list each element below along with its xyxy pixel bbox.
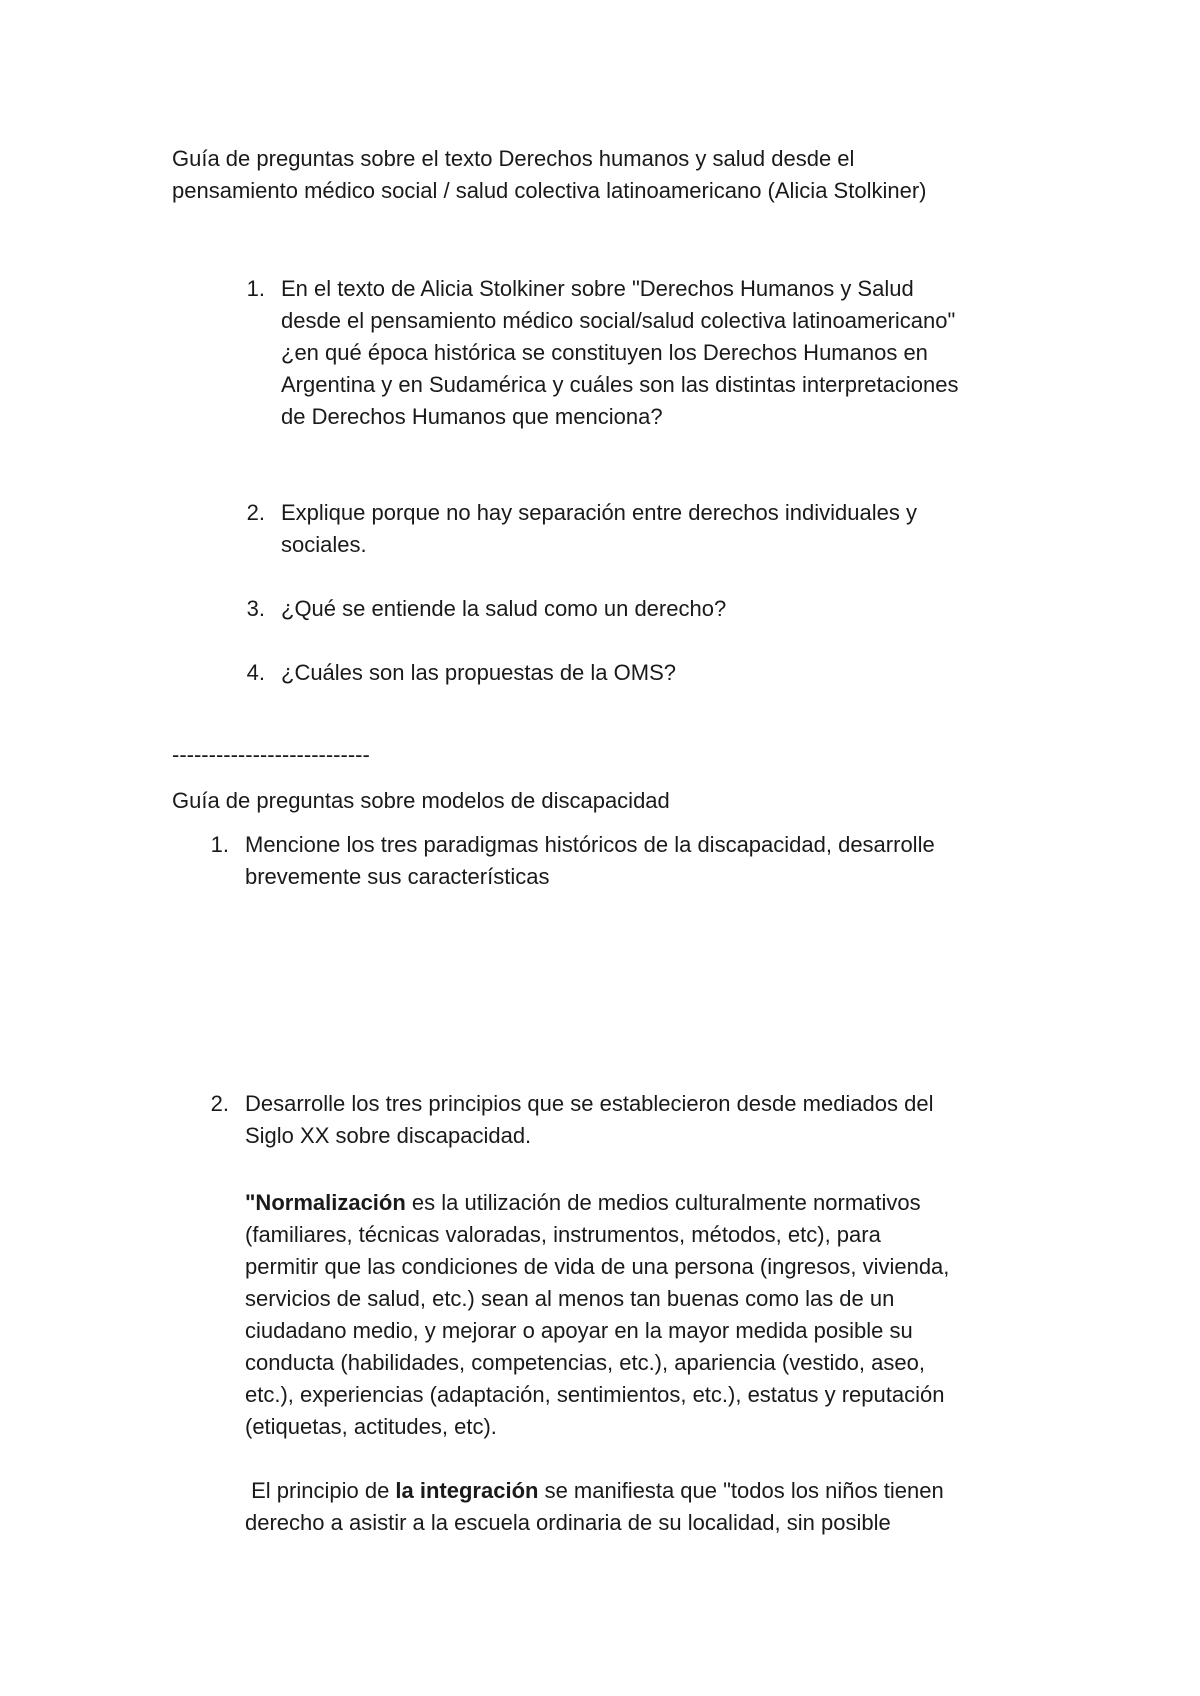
- question-line: ¿en qué época histórica se constituyen los Derechos Humanos en: [281, 340, 928, 365]
- question-number: 1.: [210, 832, 229, 857]
- integracion-term: la integración: [395, 1478, 539, 1503]
- paragraph-line: (etiquetas, actitudes, etc).: [245, 1414, 497, 1439]
- paragraph-line: permitir que las condiciones de vida de una persona (ingresos, vivienda,: [245, 1254, 950, 1279]
- section-separator: ---------------------------: [172, 742, 370, 767]
- section2-title: Guía de preguntas sobre modelos de discapacidad: [172, 788, 670, 813]
- paragraph-line: es la utilización de medios culturalmente normativos: [405, 1190, 921, 1215]
- normalizacion-term: "Normalización: [245, 1190, 406, 1215]
- question-line: ¿Qué se entiende la salud como un derecho?: [281, 596, 727, 621]
- question-text: [281, 497, 1081, 561]
- section1-title-line1: Guía de preguntas sobre el texto Derechos humanos y salud desde el: [172, 146, 855, 171]
- normalizacion-paragraph: [245, 1187, 1065, 1443]
- paragraph-line: (familiares, técnicas valoradas, instrumentos, métodos, etc), para: [245, 1222, 881, 1247]
- question-line: Siglo XX sobre discapacidad.: [245, 1123, 532, 1148]
- paragraph-line: se manifiesta que "todos los niños tienen: [538, 1478, 944, 1503]
- question-text: [245, 829, 1065, 893]
- paragraph-line: servicios de salud, etc.) sean al menos tan buenas como las de un: [245, 1286, 895, 1311]
- paragraph-line: etc.), experiencias (adaptación, sentimientos, etc.), estatus y reputación: [245, 1382, 945, 1407]
- question-number: 2.: [246, 500, 265, 525]
- question-line: ¿Cuáles son las propuestas de la OMS?: [281, 660, 676, 685]
- question-number: 2.: [210, 1091, 229, 1116]
- paragraph-line: El principio de: [245, 1478, 396, 1503]
- question-text: [281, 657, 1081, 689]
- question-line: Explique porque no hay separación entre derechos individuales y: [281, 500, 917, 525]
- question-number: 1.: [246, 276, 265, 301]
- section1-title: [172, 143, 1072, 207]
- question-line: Desarrolle los tres principios que se establecieron desde mediados del: [245, 1091, 934, 1116]
- question-line: sociales.: [281, 532, 367, 557]
- question-number: 3.: [246, 596, 265, 621]
- paragraph-line: conducta (habilidades, competencias, etc.), apariencia (vestido, aseo,: [245, 1350, 925, 1375]
- question-text: [245, 1088, 1065, 1152]
- integracion-paragraph: [245, 1475, 1075, 1539]
- question-line: brevemente sus características: [245, 864, 550, 889]
- section1-title-line2: pensamiento médico social / salud colectiva latinoamericano (Alicia Stolkiner): [172, 178, 927, 203]
- question-number: 4.: [246, 660, 265, 685]
- question-line: de Derechos Humanos que menciona?: [281, 404, 663, 429]
- question-line: Mencione los tres paradigmas históricos de la discapacidad, desarrolle: [245, 832, 935, 857]
- paragraph-line: derecho a asistir a la escuela ordinaria de su localidad, sin posible: [245, 1510, 891, 1535]
- question-text: [281, 273, 1081, 433]
- question-line: desde el pensamiento médico social/salud colectiva latinoamericano": [281, 308, 956, 333]
- question-line: Argentina y en Sudamérica y cuáles son las distintas interpretaciones: [281, 372, 959, 397]
- question-text: [281, 593, 1081, 625]
- question-line: En el texto de Alicia Stolkiner sobre "Derechos Humanos y Salud: [281, 276, 914, 301]
- paragraph-line: ciudadano medio, y mejorar o apoyar en la mayor medida posible su: [245, 1318, 913, 1343]
